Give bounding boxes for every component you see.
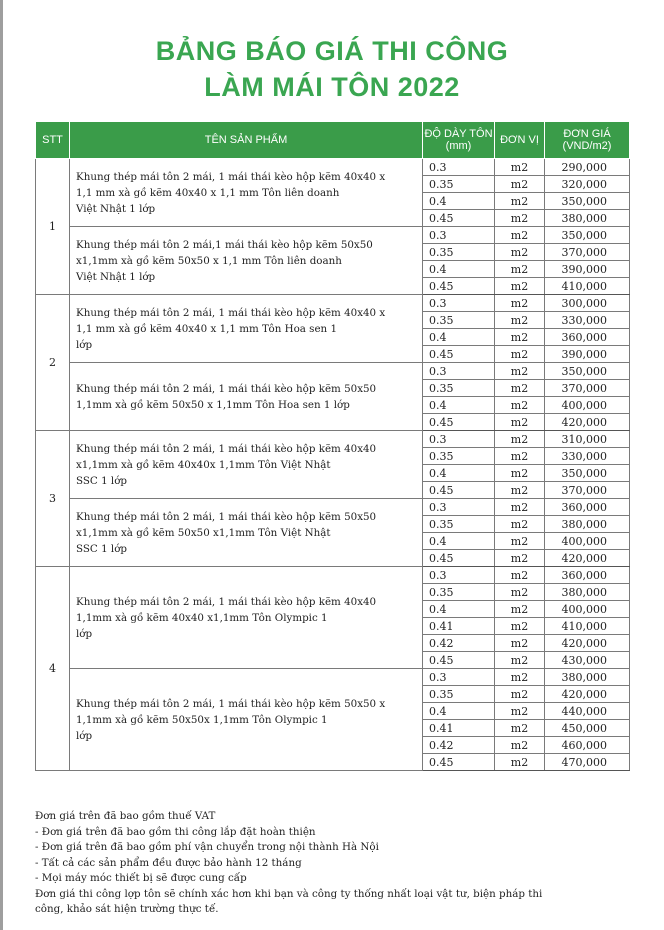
product-description-line: lớp (76, 627, 93, 640)
unit-cell: m2 (495, 414, 545, 431)
header-stt: STT (36, 122, 70, 159)
thickness-cell: 0.35 (423, 516, 495, 533)
group-stt: 1 (36, 159, 70, 295)
price-cell: 380,000 (545, 669, 630, 686)
product-description-line: x1,1mm xà gồ kẽm 50x50 x 1,1 mm Tôn liên doanh (76, 254, 342, 267)
thickness-cell: 0.35 (423, 244, 495, 261)
price-cell: 450,000 (545, 720, 630, 737)
header-product: TÊN SẢN PHẨM (70, 122, 423, 159)
thickness-cell: 0.35 (423, 686, 495, 703)
header-price (545, 122, 630, 159)
price-cell: 400,000 (545, 601, 630, 618)
product-description (70, 363, 423, 431)
group-stt: 4 (36, 567, 70, 771)
price-cell: 370,000 (545, 482, 630, 499)
page-edge-line (0, 0, 3, 930)
thickness-cell: 0.45 (423, 210, 495, 227)
table-row (36, 159, 630, 176)
table-row (36, 363, 630, 380)
product-description-line: x1,1mm xà gồ kẽm 50x50 x1,1mm Tôn Việt Nhật (76, 526, 331, 539)
thickness-cell: 0.4 (423, 465, 495, 482)
price-cell: 380,000 (545, 210, 630, 227)
unit-cell: m2 (495, 567, 545, 584)
unit-cell: m2 (495, 363, 545, 380)
unit-cell: m2 (495, 652, 545, 669)
product-description-line: Khung thép mái tôn 2 mái, 1 mái thái kèo hộp kẽm 40x40 x (76, 170, 386, 183)
unit-cell: m2 (495, 159, 545, 176)
thickness-cell: 0.45 (423, 482, 495, 499)
thickness-cell: 0.41 (423, 618, 495, 635)
product-description (70, 431, 423, 499)
table-row (36, 295, 630, 312)
notes-section (35, 809, 635, 918)
product-description (70, 227, 423, 295)
thickness-cell: 0.35 (423, 312, 495, 329)
price-cell: 420,000 (545, 635, 630, 652)
thickness-cell: 0.3 (423, 159, 495, 176)
group-stt: 3 (36, 431, 70, 567)
unit-cell: m2 (495, 618, 545, 635)
unit-cell: m2 (495, 346, 545, 363)
price-cell: 390,000 (545, 261, 630, 278)
page-title-line1: BẢNG BÁO GIÁ THI CÔNG (155, 36, 509, 66)
unit-cell: m2 (495, 176, 545, 193)
price-cell: 370,000 (545, 244, 630, 261)
price-cell: 390,000 (545, 346, 630, 363)
product-description (70, 499, 423, 567)
header-price-unit: (VND/m2) (562, 140, 612, 152)
price-cell: 420,000 (545, 686, 630, 703)
note-line: - Đơn giá trên đã bao gồm phí vận chuyển trong nội thành Hà Nội (35, 841, 379, 853)
header-thickness (423, 122, 495, 159)
unit-cell: m2 (495, 516, 545, 533)
note-line: - Tất cả các sản phẩm đều được bảo hành 12 tháng (35, 856, 302, 869)
unit-cell: m2 (495, 210, 545, 227)
product-description (70, 295, 423, 363)
table-body (36, 159, 630, 771)
price-cell: 420,000 (545, 414, 630, 431)
price-cell: 410,000 (545, 618, 630, 635)
price-cell: 440,000 (545, 703, 630, 720)
unit-cell: m2 (495, 601, 545, 618)
group-stt: 2 (36, 295, 70, 431)
page-title-line2: LÀM MÁI TÔN 2022 (204, 72, 460, 102)
note-line: công, khảo sát hiện trường thực tế. (35, 903, 219, 915)
unit-cell: m2 (495, 312, 545, 329)
thickness-cell: 0.4 (423, 329, 495, 346)
table-row (36, 431, 630, 448)
price-cell: 360,000 (545, 499, 630, 516)
price-cell: 320,000 (545, 176, 630, 193)
thickness-cell: 0.3 (423, 499, 495, 516)
unit-cell: m2 (495, 686, 545, 703)
product-description-line: Việt Nhật 1 lớp (76, 270, 156, 283)
product-description-line: lớp (76, 729, 93, 742)
thickness-cell: 0.4 (423, 397, 495, 414)
thickness-cell: 0.45 (423, 550, 495, 567)
price-cell: 420,000 (545, 550, 630, 567)
product-description-line: Khung thép mái tôn 2 mái, 1 mái thái kèo hộp kẽm 50x50 (76, 510, 377, 523)
product-description-line: Khung thép mái tôn 2 mái,1 mái thái kèo hộp kẽm 50x50 (76, 238, 373, 251)
product-description-line: Khung thép mái tôn 2 mái, 1 mái thái kèo hộp kẽm 40x40 (76, 595, 377, 608)
thickness-cell: 0.4 (423, 533, 495, 550)
thickness-cell: 0.35 (423, 380, 495, 397)
unit-cell: m2 (495, 227, 545, 244)
price-cell: 380,000 (545, 584, 630, 601)
thickness-cell: 0.4 (423, 703, 495, 720)
unit-cell: m2 (495, 465, 545, 482)
product-description (70, 159, 423, 227)
product-description (70, 567, 423, 669)
product-description-line: 1,1 mm xà gồ kẽm 40x40 x 1,1 mm Tôn liên doanh (76, 186, 340, 199)
price-cell: 460,000 (545, 737, 630, 754)
product-description-line: 1,1mm xà gồ kẽm 50x50x 1,1mm Tôn Olympic 1 (76, 713, 328, 726)
unit-cell: m2 (495, 397, 545, 414)
note-line: Đơn giá trên đã bao gồm thuế VAT (35, 810, 216, 822)
unit-cell: m2 (495, 244, 545, 261)
unit-cell: m2 (495, 533, 545, 550)
product-description-line: Việt Nhật 1 lớp (76, 202, 156, 215)
thickness-cell: 0.3 (423, 227, 495, 244)
unit-cell: m2 (495, 295, 545, 312)
thickness-cell: 0.45 (423, 652, 495, 669)
unit-cell: m2 (495, 754, 545, 771)
unit-cell: m2 (495, 380, 545, 397)
header-unit: ĐƠN VỊ (495, 122, 545, 159)
thickness-cell: 0.42 (423, 635, 495, 652)
product-description-line: SSC 1 lớp (76, 542, 127, 555)
thickness-cell: 0.4 (423, 261, 495, 278)
table-row (36, 499, 630, 516)
price-cell: 350,000 (545, 465, 630, 482)
unit-cell: m2 (495, 550, 545, 567)
unit-cell: m2 (495, 261, 545, 278)
product-description-line: SSC 1 lớp (76, 474, 127, 487)
thickness-cell: 0.45 (423, 414, 495, 431)
price-cell: 370,000 (545, 380, 630, 397)
price-cell: 360,000 (545, 567, 630, 584)
product-description-line: 1,1mm xà gồ kẽm 40x40 x1,1mm Tôn Olympic 1 (76, 611, 328, 624)
price-cell: 290,000 (545, 159, 630, 176)
price-cell: 350,000 (545, 227, 630, 244)
thickness-cell: 0.41 (423, 720, 495, 737)
price-table (35, 121, 630, 771)
unit-cell: m2 (495, 720, 545, 737)
unit-cell: m2 (495, 278, 545, 295)
table-header-row (36, 122, 630, 159)
product-description-line: 1,1mm xà gồ kẽm 50x50 x 1,1mm Tôn Hoa sen 1 lớp (76, 398, 350, 411)
thickness-cell: 0.35 (423, 448, 495, 465)
unit-cell: m2 (495, 482, 545, 499)
product-description-line: Khung thép mái tôn 2 mái, 1 mái thái kèo hộp kẽm 40x40 (76, 442, 377, 455)
unit-cell: m2 (495, 737, 545, 754)
thickness-cell: 0.3 (423, 363, 495, 380)
price-cell: 310,000 (545, 431, 630, 448)
thickness-cell: 0.42 (423, 737, 495, 754)
unit-cell: m2 (495, 584, 545, 601)
product-description-line: Khung thép mái tôn 2 mái, 1 mái thái kèo hộp kẽm 40x40 x (76, 306, 386, 319)
table-row (36, 567, 630, 584)
thickness-cell: 0.4 (423, 193, 495, 210)
unit-cell: m2 (495, 329, 545, 346)
thickness-cell: 0.3 (423, 567, 495, 584)
header-thickness-label: ĐỘ DÀY TÔN (424, 128, 493, 140)
table-row (36, 669, 630, 686)
product-description-line: x1,1mm xà gồ kẽm 40x40x 1,1mm Tôn Việt Nhật (76, 458, 331, 471)
price-cell: 330,000 (545, 448, 630, 465)
unit-cell: m2 (495, 499, 545, 516)
thickness-cell: 0.35 (423, 584, 495, 601)
header-price-label: ĐƠN GIÁ (563, 128, 611, 140)
thickness-cell: 0.35 (423, 176, 495, 193)
price-cell: 350,000 (545, 193, 630, 210)
unit-cell: m2 (495, 448, 545, 465)
table-row (36, 227, 630, 244)
price-cell: 360,000 (545, 329, 630, 346)
price-cell: 410,000 (545, 278, 630, 295)
thickness-cell: 0.45 (423, 346, 495, 363)
price-cell: 380,000 (545, 516, 630, 533)
header-thickness-unit: (mm) (445, 140, 472, 152)
thickness-cell: 0.3 (423, 669, 495, 686)
thickness-cell: 0.45 (423, 754, 495, 771)
unit-cell: m2 (495, 635, 545, 652)
product-description-line: Khung thép mái tôn 2 mái, 1 mái thái kèo hộp kẽm 50x50 x (76, 697, 386, 710)
price-cell: 330,000 (545, 312, 630, 329)
thickness-cell: 0.3 (423, 431, 495, 448)
price-cell: 350,000 (545, 363, 630, 380)
thickness-cell: 0.3 (423, 295, 495, 312)
thickness-cell: 0.45 (423, 278, 495, 295)
thickness-cell: 0.4 (423, 601, 495, 618)
product-description-line: 1,1 mm xà gồ kẽm 40x40 x 1,1 mm Tôn Hoa sen 1 (76, 322, 338, 335)
price-cell: 400,000 (545, 533, 630, 550)
product-description-line: Khung thép mái tôn 2 mái, 1 mái thái kèo hộp kẽm 50x50 (76, 382, 377, 395)
unit-cell: m2 (495, 669, 545, 686)
price-cell: 300,000 (545, 295, 630, 312)
unit-cell: m2 (495, 431, 545, 448)
product-description (70, 669, 423, 771)
unit-cell: m2 (495, 703, 545, 720)
note-line: - Mọi máy móc thiết bị sẽ được cung cấp (35, 872, 247, 884)
unit-cell: m2 (495, 193, 545, 210)
note-line: Đơn giá thi công lợp tôn sẽ chính xác hơn khi bạn và công ty thống nhất loại vật tư, biện pháp thi (35, 887, 543, 900)
product-description-line: lớp (76, 338, 93, 351)
price-cell: 430,000 (545, 652, 630, 669)
price-cell: 470,000 (545, 754, 630, 771)
note-line: - Đơn giá trên đã bao gồm thi công lắp đặt hoàn thiện (35, 825, 316, 838)
price-cell: 400,000 (545, 397, 630, 414)
